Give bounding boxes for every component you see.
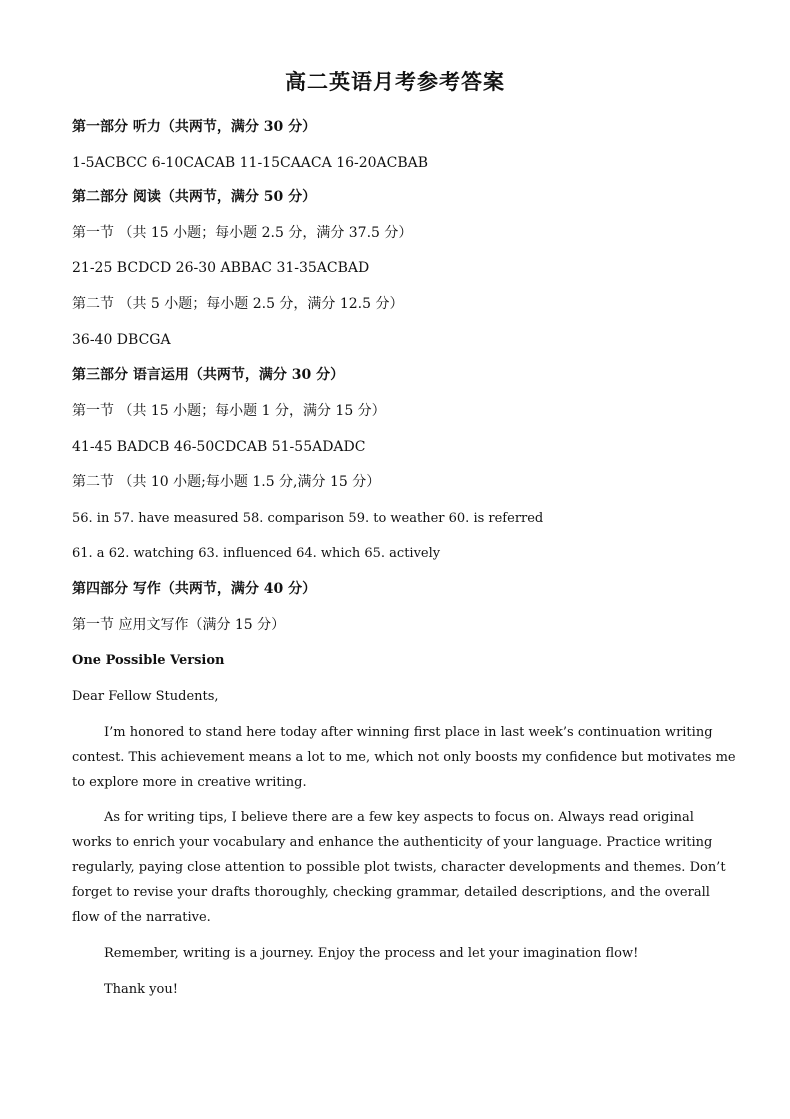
paragraph-line: flow of the narrative. [72, 910, 211, 925]
part3-heading: 第三部分 语言运用（共两节，满分 30 分） [72, 367, 345, 383]
paragraph-line: regularly, paying close attention to possible plot twists, character developments and themes. Don’t [72, 860, 726, 875]
part3-section2-heading: 第二节 （共 10 小题;每小题 1.5 分,满分 15 分） [72, 474, 381, 490]
paragraph-line: to explore more in creative writing. [72, 775, 307, 790]
part2-section2-heading: 第二节 （共 5 小题；每小题 2.5 分，满分 12.5 分） [72, 296, 404, 312]
part3-section2-answers-line1: 56. in 57. have measured 58. comparison 59. to weather 60. is referred [72, 511, 544, 526]
letter-paragraph-2 [72, 805, 726, 930]
paragraph-line: I’m honored to stand here today after winning first place in last week’s continuation writing [104, 725, 713, 740]
part1-heading: 第一部分 听力（共两节，满分 30 分） [72, 119, 317, 135]
paragraph-line: contest. This achievement means a lot to me, which not only boosts my confidence but motivates me [72, 750, 736, 765]
part4-section1-heading: 第一节 应用文写作（满分 15 分） [72, 617, 286, 633]
letter-paragraph-1 [72, 720, 736, 795]
paragraph-line: works to enrich your vocabulary and enhance the authenticity of your language. Practice writing [72, 835, 713, 850]
part2-section1-heading: 第一节 （共 15 小题；每小题 2.5 分，满分 37.5 分） [72, 225, 413, 241]
part2-section2-answers: 36-40 DBCGA [72, 332, 171, 348]
part2-section1-answers: 21-25 BCDCD 26-30 ABBAC 31-35ACBAD [72, 260, 370, 276]
part3-section2-answers-line2: 61. a 62. watching 63. influenced 64. which 65. actively [72, 546, 441, 561]
part4-heading: 第四部分 写作（共两节，满分 40 分） [72, 581, 317, 597]
version-label: One Possible Version [72, 653, 225, 668]
paragraph-line: As for writing tips, I believe there are a few key aspects to focus on. Always read original [104, 810, 694, 825]
letter-paragraph-3: Remember, writing is a journey. Enjoy the process and let your imagination flow! [104, 946, 639, 961]
letter-greeting: Dear Fellow Students, [72, 689, 219, 704]
letter-closing: Thank you! [104, 982, 178, 997]
part3-section1-answers: 41-45 BADCB 46-50CDCAB 51-55ADADC [72, 439, 366, 455]
part3-section1-heading: 第一节 （共 15 小题；每小题 1 分，满分 15 分） [72, 403, 386, 419]
part2-heading: 第二部分 阅读（共两节，满分 50 分） [72, 189, 317, 205]
part1-answers: 1-5ACBCC 6-10CACAB 11-15CAACA 16-20ACBAB [72, 155, 429, 171]
paragraph-line: forget to revise your drafts thoroughly, checking grammar, detailed descriptions, and the overall [72, 885, 710, 900]
page-title: 高二英语月考参考答案 [285, 69, 505, 94]
